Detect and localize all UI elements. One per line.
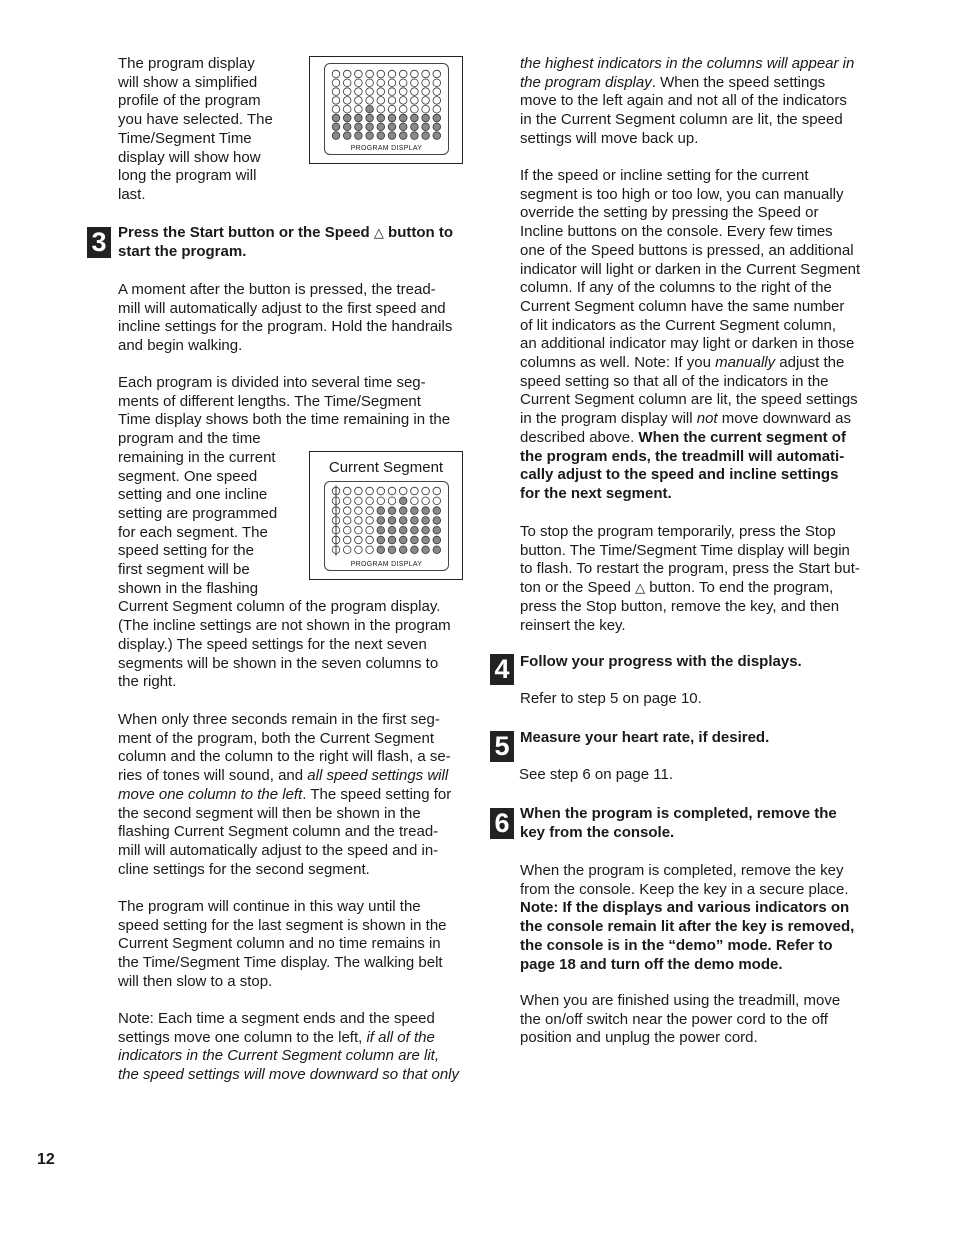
indicator-off — [366, 526, 374, 534]
indicator-off — [411, 88, 419, 96]
program-display-figure — [309, 56, 463, 164]
indicator-off — [355, 88, 363, 96]
indicator-off — [411, 497, 419, 505]
indicator-lit — [388, 123, 396, 131]
indicator-off — [411, 487, 419, 495]
indicator-off — [355, 487, 363, 495]
indicator-lit — [377, 546, 385, 554]
indicator-off — [343, 517, 351, 525]
indicator-lit — [388, 517, 396, 525]
indicator-off — [377, 497, 385, 505]
step-4-number: 4 — [490, 654, 514, 685]
indicator-off — [332, 97, 340, 105]
indicator-off — [399, 70, 407, 78]
indicator-lit — [433, 507, 441, 515]
indicator-off — [411, 79, 419, 87]
indicator-off — [411, 105, 419, 113]
indicator-off — [343, 526, 351, 534]
indicator-off — [343, 70, 351, 78]
indicator-off — [366, 70, 374, 78]
step-6-heading: When the program is completed, remove the key from the console. — [520, 805, 837, 841]
indicator-off — [343, 105, 351, 113]
right-paragraph-2: If the speed or incline setting for the current segment is too high or too low, you can manually override the setting by pressing the Speed or Incline buttons on the console. Every few times one of the Speed buttons is pressed, an additional indicator will light or darken in the Current Segment column. If any of the columns to the right of the Current Segment column have the same number of lit indicators as the Current Segment column, an additional indicator may light or darken in those columns as well. Note: If you manually adjust the speed setting so that all of the indicators in the Current Segment column are lit, the speed settings in the program display will not move downward as described above. When the current segment of the program ends, the treadmill will automati- cally adjust to the speed and incline settings for the next segment. — [520, 167, 861, 502]
indicator-off — [355, 517, 363, 525]
indicator-lit — [399, 517, 407, 525]
indicator-lit — [411, 123, 419, 131]
indicator-off — [377, 88, 385, 96]
current-segment-figure — [309, 451, 463, 580]
indicator-lit — [399, 526, 407, 534]
indicator-lit — [388, 526, 396, 534]
indicator-lit — [433, 546, 441, 554]
indicator-lit — [411, 132, 419, 140]
indicator-off — [332, 70, 340, 78]
indicator-off — [388, 97, 396, 105]
step-3-number: 3 — [87, 227, 111, 258]
intro-paragraph: The program display will show a simplified profile of the program you have selected. The Time/Segment Time display will show how long the program will last. — [118, 55, 273, 203]
indicator-off — [433, 105, 441, 113]
indicator-lit — [343, 123, 351, 131]
indicator-off — [355, 70, 363, 78]
current-segment-label: Current Segment — [328, 459, 444, 476]
indicator-lit — [343, 114, 351, 122]
indicator-off — [422, 497, 430, 505]
indicator-off — [377, 70, 385, 78]
indicator-lit — [332, 123, 340, 131]
indicator-lit — [366, 114, 374, 122]
program-display-frame — [324, 63, 449, 155]
indicator-lit — [343, 132, 351, 140]
program-display-caption: PROGRAM DISPLAY — [350, 145, 423, 152]
indicator-lit — [422, 507, 430, 515]
indicator-off — [399, 487, 407, 495]
indicator-off — [388, 497, 396, 505]
indicator-lit — [399, 114, 407, 122]
indicator-off — [388, 79, 396, 87]
step-3-paragraph-3: When only three seconds remain in the first seg- ment of the program, both the Current Segment column and the column to the right will flash, a se- ries of tones will sound, and all speed settings will move one column to the left. The speed setting for the second segment will then be shown in the flashing Current Segment column and the tread- mill will automatically adjust to the speed and in- cline settings for the second segment. — [118, 711, 452, 878]
indicator-off — [355, 97, 363, 105]
indicator-lit — [366, 105, 374, 113]
indicator-lit — [433, 123, 441, 131]
indicator-lit — [411, 114, 419, 122]
indicator-lit — [377, 536, 385, 544]
indicator-off — [366, 487, 374, 495]
indicator-off — [377, 97, 385, 105]
step-3-paragraph-4: The program will continue in this way until the speed setting for the last segment is shown in the Current Segment column and no time remains in the Time/Segment Time display. The walking belt will then slow to a stop. — [118, 898, 447, 990]
indicator-lit — [411, 536, 419, 544]
indicator-off — [433, 497, 441, 505]
indicator-off — [377, 487, 385, 495]
indicator-off — [332, 79, 340, 87]
indicator-off — [388, 88, 396, 96]
indicator-off — [355, 507, 363, 515]
indicator-lit — [433, 536, 441, 544]
indicator-off — [366, 497, 374, 505]
indicator-off — [332, 105, 340, 113]
step-3-paragraph-2: Each program is divided into several time seg- ments of different lengths. The Time/Segment Time display shows both the time remaining in the program and the time remaining in the current segment. One speed setting and one incline setting are programmed for each segment. The speed setting for the first segment will be shown in the flashing Current Segment column of the program display. (The incline settings are not shown in the program display.) The speed settings for the next seven segments will be shown in the seven columns to the right. — [118, 374, 451, 691]
indicator-off — [343, 536, 351, 544]
step-5-body: See step 6 on page 11. — [519, 766, 674, 783]
indicator-lit — [388, 536, 396, 544]
indicator-lit — [433, 517, 441, 525]
speed-up-triangle-icon: △ — [635, 580, 646, 596]
indicator-off — [433, 487, 441, 495]
indicator-off — [377, 105, 385, 113]
indicator-off — [355, 526, 363, 534]
indicator-off — [422, 70, 430, 78]
indicator-off — [343, 546, 351, 554]
indicator-lit — [399, 497, 407, 505]
indicator-lit — [388, 132, 396, 140]
right-paragraph-3: To stop the program temporarily, press the Stop button. The Time/Segment Time display will begin to flash. To restart the program, press the Start but- ton or the Speed △ button. To end the program, press the Stop button, remove the key, and then reinsert the key. — [520, 523, 860, 634]
indicator-off — [399, 88, 407, 96]
indicator-off — [355, 497, 363, 505]
indicator-lit — [366, 123, 374, 131]
step-6-paragraph-2: When you are finished using the treadmill, move the on/off switch near the power cord to the off position and unplug the power cord. — [520, 992, 841, 1047]
indicator-off — [422, 88, 430, 96]
step-3-paragraph-1: A moment after the button is pressed, the tread- mill will automatically adjust to the first speed and incline settings for the program. Hold the handrails and begin walking. — [118, 281, 453, 355]
indicator-off — [366, 507, 374, 515]
indicator-off — [433, 97, 441, 105]
indicator-lit — [422, 536, 430, 544]
indicator-off — [343, 507, 351, 515]
indicator-off — [366, 536, 374, 544]
step-5-number: 5 — [490, 731, 514, 762]
indicator-lit — [399, 536, 407, 544]
current-segment-display-frame — [324, 481, 449, 571]
indicator-off — [355, 105, 363, 113]
indicator-lit — [377, 114, 385, 122]
indicator-off — [366, 79, 374, 87]
indicator-lit — [422, 526, 430, 534]
indicator-lit — [388, 114, 396, 122]
indicator-off — [343, 97, 351, 105]
indicator-lit — [377, 132, 385, 140]
current-segment-caption: PROGRAM DISPLAY — [350, 561, 423, 568]
indicator-lit — [355, 132, 363, 140]
indicator-off — [422, 105, 430, 113]
indicator-lit — [399, 546, 407, 554]
indicator-lit — [377, 526, 385, 534]
step-3-heading: Press the Start button or the Speed △ button to start the program. — [118, 224, 454, 260]
step-4-body: Refer to step 5 on page 10. — [520, 690, 702, 707]
page-number: 12 — [37, 1151, 55, 1168]
indicator-off — [433, 88, 441, 96]
indicator-lit — [366, 132, 374, 140]
indicator-off — [355, 79, 363, 87]
indicator-off — [411, 97, 419, 105]
indicator-off — [433, 79, 441, 87]
indicator-lit — [422, 546, 430, 554]
indicator-off — [332, 88, 340, 96]
indicator-off — [433, 70, 441, 78]
indicator-lit — [355, 123, 363, 131]
indicator-off — [399, 105, 407, 113]
indicator-off — [411, 70, 419, 78]
indicator-lit — [422, 517, 430, 525]
indicator-off — [343, 79, 351, 87]
indicator-lit — [399, 132, 407, 140]
indicator-lit — [422, 114, 430, 122]
indicator-off — [355, 536, 363, 544]
indicator-off — [366, 546, 374, 554]
indicator-lit — [332, 114, 340, 122]
indicator-lit — [411, 517, 419, 525]
indicator-off — [399, 79, 407, 87]
indicator-lit — [377, 517, 385, 525]
indicator-lit — [422, 123, 430, 131]
indicator-lit — [388, 507, 396, 515]
indicator-off — [366, 97, 374, 105]
indicator-off — [377, 79, 385, 87]
indicator-off — [366, 88, 374, 96]
step-5-heading: Measure your heart rate, if desired. — [520, 729, 770, 746]
indicator-off — [366, 517, 374, 525]
indicator-off — [399, 97, 407, 105]
step-6-number: 6 — [490, 808, 514, 839]
indicator-off — [343, 88, 351, 96]
indicator-lit — [422, 132, 430, 140]
indicator-off — [388, 487, 396, 495]
speed-up-triangle-icon: △ — [373, 225, 384, 240]
indicator-off — [422, 487, 430, 495]
indicator-lit — [411, 546, 419, 554]
program-display-grid — [325, 64, 448, 154]
indicator-lit — [377, 123, 385, 131]
indicator-off — [343, 487, 351, 495]
indicator-off — [388, 105, 396, 113]
indicator-lit — [411, 507, 419, 515]
indicator-lit — [355, 114, 363, 122]
indicator-lit — [399, 123, 407, 131]
indicator-lit — [377, 507, 385, 515]
indicator-lit — [433, 132, 441, 140]
indicator-off — [343, 497, 351, 505]
indicator-lit — [399, 507, 407, 515]
step-4-heading: Follow your progress with the displays. — [520, 653, 802, 670]
indicator-off — [422, 97, 430, 105]
indicator-off — [388, 70, 396, 78]
step-6-paragraph-1: When the program is completed, remove the key from the console. Keep the key in a secure place. Note: If the displays and various indicators on the console remain lit after the key is removed, the console is in the “demo” mode. Refer to page 18 and turn off the demo mode. — [520, 862, 855, 973]
indicator-lit — [411, 526, 419, 534]
indicator-lit — [433, 114, 441, 122]
indicator-lit — [332, 132, 340, 140]
indicator-lit — [433, 526, 441, 534]
right-paragraph-1: the highest indicators in the columns will appear in the program display. When the speed settings move to the left again and not all of the indicators in the Current Segment column are lit, the speed settings will move back up. — [520, 55, 855, 147]
indicator-lit — [388, 546, 396, 554]
indicator-off — [355, 546, 363, 554]
step-3-paragraph-5: Note: Each time a segment ends and the speed settings move one column to the left, if all of the indicators in the Current Segment column are lit, the speed settings will move downward so that only — [118, 1010, 460, 1084]
indicator-off — [422, 79, 430, 87]
current-segment-grid — [325, 482, 448, 570]
